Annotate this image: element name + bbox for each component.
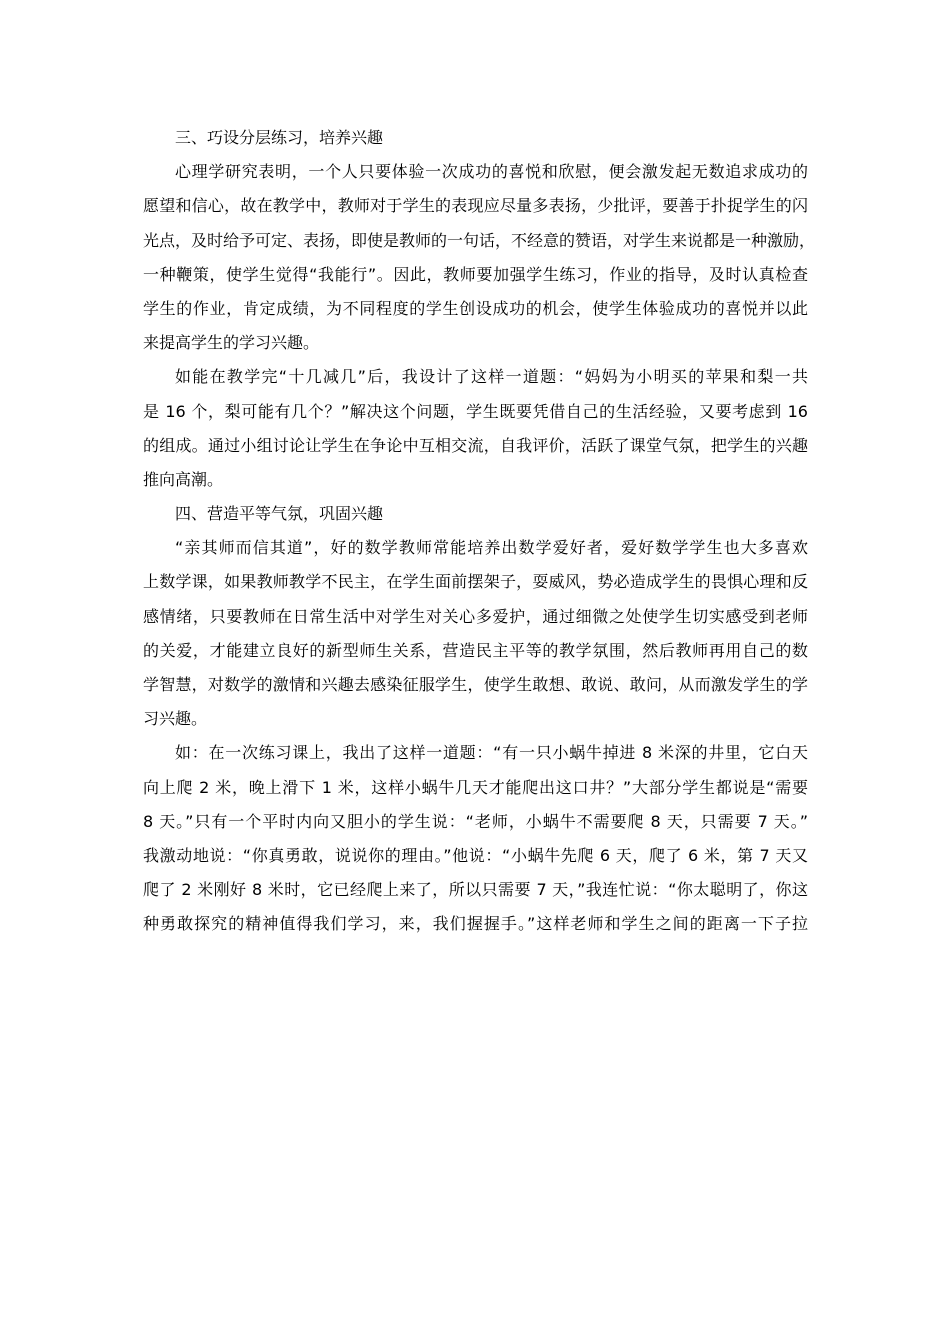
paragraph-line: 如能在教学完“十几减几”后，我设计了这样一道题：“妈妈为小明买的苹果和梨一共 [175,367,808,387]
paragraph-line: 向上爬 2 米，晚上滑下 1 米，这样小蜗牛几天才能爬出这口井？”大部分学生都说是“需要 [143,777,808,797]
paragraph-line: 如：在一次练习课上，我出了这样一道题：“有一只小蜗牛掉进 8 米深的井里，它白天 [175,743,808,763]
paragraph-line: 习兴趣。 [143,709,208,729]
paragraph-line: 我激动地说：“你真勇敢，说说你的理由。”他说：“小蜗牛先爬 6 天，爬了 6 米，第 7 天又 [143,845,808,865]
paragraph-line: 学智慧，对数学的激情和兴趣去感染征服学生，使学生敢想、敢说、敢问，从而激发学生的学 [143,675,808,694]
paragraph-line: 一种鞭策，使学生觉得“我能行”。因此，教师要加强学生练习，作业的指导，及时认真检查 [143,264,808,284]
section-heading-3: 三、巧设分层练习，培养兴趣 [175,128,384,147]
paragraph-line: 愿望和信心，故在教学中，教师对于学生的表现应尽量多表扬，少批评，要善于扑捉学生的闪 [143,196,808,216]
paragraph-line: 学生的作业，肯定成绩，为不同程度的学生创设成功的机会，使学生体验成功的喜悦并以此 [143,298,808,318]
section-heading-4: 四、营造平等气氛，巩固兴趣 [175,504,384,524]
paragraph-line: 爬了 2 米刚好 8 米时，它已经爬上来了，所以只需要 7 天，”我连忙说：“你太聪明了，你这 [143,880,808,900]
paragraph-line: 心理学研究表明，一个人只要体验一次成功的喜悦和欣慰，便会激发起无数追求成功的 [175,162,808,182]
paragraph-line: 的组成。通过小组讨论让学生在争论中互相交流，自我评价，活跃了课堂气氛，把学生的兴趣 [143,435,808,455]
paragraph-line: 上数学课，如果教师教学不民主，在学生面前摆架子，耍威风，势必造成学生的畏惧心理和反 [143,572,808,592]
paragraph-line: 光点，及时给予可定、表扬，即使是教师的一句话，不经意的赞语，对学生来说都是一种激励， [143,230,816,250]
paragraph-line: 的关爱，才能建立良好的新型师生关系，营造民主平等的教学氛围，然后教师再用自己的数 [143,640,808,660]
paragraph-line: 是 16 个，梨可能有几个？”解决这个问题，学生既要凭借自己的生活经验，又要考虑到 16 [143,401,808,421]
paragraph-line: 种勇敢探究的精神值得我们学习，来，我们握握手。”这样老师和学生之间的距离一下子拉 [143,914,808,934]
paragraph-line: 8 天。”只有一个平时内向又胆小的学生说：“老师，小蜗牛不需要爬 8 天，只需要 7 天。” [143,811,808,831]
paragraph-line: 感情绪，只要教师在日常生活中对学生对关心多爱护，通过细微之处使学生切实感受到老师 [143,606,808,626]
paragraph-line: “亲其师而信其道”，好的数学教师常能培养出数学爱好者，爱好数学学生也大多喜欢 [175,538,808,558]
document-body [143,121,816,942]
paragraph-line: 推向高潮。 [143,469,224,489]
paragraph-line: 来提高学生的学习兴趣。 [143,333,320,353]
